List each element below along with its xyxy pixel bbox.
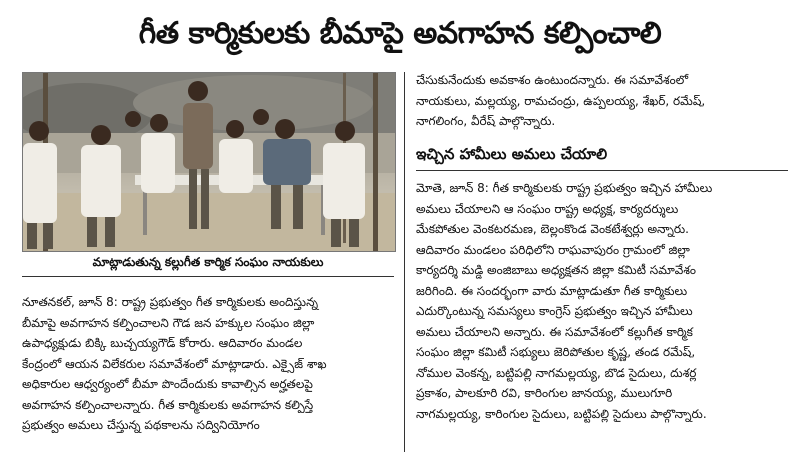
text-line: మోతె, జూన్ 8: గీత కార్మికులకు రాష్ట్ర ప్రభుత్వం ఇచ్చిన హామీలు: [416, 181, 713, 195]
text-line: చేసుకునేందుకు అవకాశం ఉంటుందన్నారు. ఈ సమావేశంలో: [416, 73, 689, 87]
text-line: ఎదుర్కొంటున్న సమస్యలు కాంగ్రెస్ ప్రభుత్వం ఇచ్చిన హామీలు: [416, 304, 693, 318]
text-line: ఉపాధ్యక్షుడు బిక్కి బుచ్చయ్యగౌడ్ కోరారు. ఆదివారం మండల: [22, 336, 303, 350]
text-line: కార్యదర్శి మడ్డి అంజిబాబు అధ్యక్షతన జిల్లా కమిటీ సమావేశం: [416, 263, 697, 277]
subhead-divider: [416, 170, 788, 171]
right-column-bottom-text: [416, 178, 788, 430]
text-line: అమలు చేయాలని ఆ సంఘం రాష్ట్ర అధ్యక్ష, కార్యదర్శులు: [416, 201, 679, 216]
subheading: ఇచ్చిన హామీలు అమలు చేయాలి: [416, 145, 608, 163]
text-line: ప్రభుత్వం అమలు చేస్తున్న పథకాలను సద్వినియోగం: [22, 418, 260, 432]
text-line: అమలు చేయాలని అన్నారు. ఈ సమావేశంలో కల్లుగీత కార్మిక: [416, 324, 693, 339]
text-line: నూతనకల్, జూన్ 8: రాష్ట్ర ప్రభుత్వం గీత కార్మికులకు అందిస్తున్న: [22, 295, 319, 309]
text-line: నాయకులు, మల్లయ్య, రామచంద్రు, ఉప్పలయ్య, శేఖర్, రమేష్,: [416, 93, 706, 108]
news-photo: [22, 72, 396, 252]
text-line: కేంద్రంలో ఆయన విలేకరుల సమావేశంలో మాట్లాడారు. ఎక్సైజ్ శాఖ: [22, 356, 327, 371]
text-line: ఆదివారం మండలం పరిధిలోని రాఘవాపురం గ్రామంలో జిల్లా: [416, 242, 690, 257]
text-line: నాగమల్లయ్య, కారింగుల సైదులు, బట్టిపల్లి సైదులు పాల్గొన్నారు.: [416, 406, 707, 421]
text-line: అవగాహన కల్పించాలన్నారు. గీత కార్మికులకు అవగాహన కల్పిస్తే: [22, 397, 314, 412]
text-line: ప్రకాశం, పాలకూరి రవి, కారింగుల జానయ్య, ములుగూరి: [416, 386, 673, 400]
text-line: నోముల వెంకన్న, బట్టిపల్లి నాగమల్లయ్య, బొడ సైదులు, దుశర్ల: [416, 365, 697, 380]
photo-illustration: [23, 73, 395, 251]
text-line: అధికారుల ఆధ్వర్యంలో బీమా పొందేందుకు కావాల్సిన అర్హతలపై: [22, 377, 313, 391]
text-line: నాగలింగం, వీరేష్ పాల్గొన్నారు.: [416, 114, 556, 128]
caption-divider: [22, 276, 394, 277]
photo-caption: మాట్లాడుతున్న కల్లుగీత కార్మిక సంఘం నాయకులు: [92, 255, 324, 269]
headline: గీత కార్మికులకు బీమాపై అవగాహన కల్పించాలి: [138, 16, 662, 51]
right-column-top-text: [416, 70, 788, 134]
text-line: బీమాపై అవగాహన కల్పించాలని గౌడ జన హక్కుల సంఘం జిల్లా: [22, 315, 315, 330]
text-line: జరిగింది. ఈ సందర్భంగా వారు మాట్లాడుతూ గీత కార్మికులు: [416, 283, 688, 298]
left-column-text: [22, 292, 394, 452]
text-line: మేకపోతుల వెంకటరమణ, బెల్లంకొండ వెంకటేశ్వర్లు అన్నారు.: [416, 222, 689, 236]
column-divider: [404, 72, 405, 452]
text-line: సంఘం జిల్లా కమిటీ సభ్యులు జెరిపోతుల కృష్ణ, తండ రమేష్,: [416, 345, 696, 359]
